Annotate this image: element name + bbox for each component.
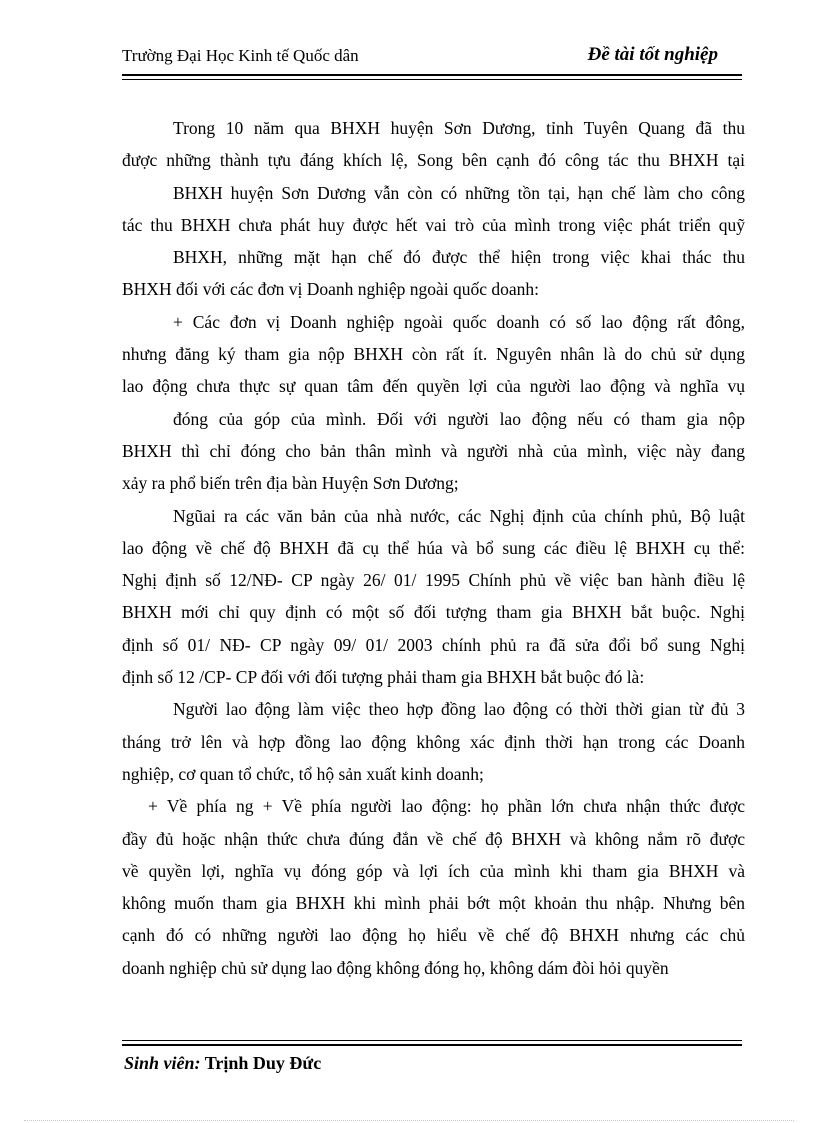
body-line: định số 12 /CP- CP đối với đối tượng phải tham gia BHXH bắt buộc đó là: bbox=[122, 667, 645, 688]
body-line: BHXH thì chỉ đóng cho bản thân mình và người nhà của mình, việc này đang bbox=[122, 440, 745, 461]
body-line: đầy đủ hoặc nhận thức chưa đúng đắn về chế độ BHXH và không nắm rõ được bbox=[122, 828, 745, 849]
header-rule-thick bbox=[122, 74, 742, 76]
body-line: xảy ra phổ biến trên địa bàn Huyện Sơn Dương; bbox=[122, 473, 459, 494]
body-line: Người lao động làm việc theo hợp đồng lao động có thời thời gian từ đủ 3 bbox=[173, 699, 745, 720]
body-line: đóng của góp của mình. Đối với người lao động nếu có tham gia nộp bbox=[173, 408, 745, 429]
body-line: lao động về chế độ BHXH đã cụ thể húa và bổ sung các điều lệ BHXH cụ thể: bbox=[122, 537, 745, 558]
body-line: định số 01/ NĐ- CP ngày 09/ 01/ 2003 chính phủ ra đã sửa đổi bổ sung Nghị bbox=[122, 634, 745, 655]
body-line: doanh nghiệp chủ sử dụng lao động không đóng họ, không dám đòi hỏi quyền bbox=[122, 957, 669, 978]
page-footer bbox=[124, 1053, 321, 1074]
body-line: Trong 10 năm qua BHXH huyện Sơn Dương, tỉnh Tuyên Quang đã thu bbox=[173, 118, 745, 138]
page-edge-divider bbox=[24, 1120, 794, 1121]
footer-rule-thick bbox=[122, 1044, 742, 1046]
body-line: + Về phía ng + Về phía người lao động: họ phần lớn chưa nhận thức được bbox=[148, 796, 745, 817]
header-thesis-title: Đề tài tốt nghiệp bbox=[587, 44, 718, 65]
page-header bbox=[122, 42, 718, 70]
footer-student-name: Trịnh Duy Đức bbox=[204, 1053, 322, 1073]
body-line: BHXH, những mặt hạn chế đó được thể hiện trong việc khai thác thu bbox=[173, 247, 745, 268]
header-school-name: Trường Đại Học Kinh tế Quốc dân bbox=[122, 46, 359, 65]
body-line: BHXH mới chỉ quy định có một số đối tượng tham gia BHXH bắt buộc. Nghị bbox=[122, 602, 745, 623]
body-line: nhưng đăng ký tham gia nộp BHXH còn rất ít. Nguyên nhân là do chủ sử dụng bbox=[122, 344, 745, 365]
body-line: Ngũai ra các văn bản của nhà nước, các Nghị định của chính phủ, Bộ luật bbox=[173, 505, 745, 526]
body-line: BHXH huyện Sơn Dương vẫn còn có những tồn tại, hạn chế làm cho công bbox=[173, 182, 745, 203]
document-body bbox=[122, 112, 745, 984]
body-line: nghiệp, cơ quan tổ chức, tổ hộ sản xuất kinh doanh; bbox=[122, 763, 484, 784]
footer-student-label: Sinh viên: bbox=[124, 1053, 201, 1073]
body-line: không muốn tham gia BHXH khi mình phải bớt một khoản thu nhập. Nhưng bên bbox=[122, 893, 745, 914]
body-line: tháng trở lên và hợp đồng lao động không xác định thời hạn trong các Doanh bbox=[122, 731, 745, 752]
body-line: về quyền lợi, nghĩa vụ đóng góp và lợi ích của mình khi tham gia BHXH và bbox=[122, 860, 745, 881]
body-line: Nghị định số 12/NĐ- CP ngày 26/ 01/ 1995 Chính phủ về việc ban hành điều lệ bbox=[122, 570, 745, 591]
body-line: tác thu BHXH chưa phát huy được hết vai trò của mình trong việc phát triển quỹ bbox=[122, 214, 745, 235]
header-rule-thin bbox=[122, 79, 742, 80]
body-line: được những thành tựu đáng khích lệ, Song bên cạnh đó công tác thu BHXH tại bbox=[122, 150, 745, 171]
body-line: lao động chưa thực sự quan tâm đến quyền lợi của người lao động và nghĩa vụ bbox=[122, 376, 745, 397]
footer-rule-thin bbox=[122, 1040, 742, 1041]
body-line: BHXH đối với các đơn vị Doanh nghiệp ngoài quốc doanh: bbox=[122, 279, 540, 300]
body-line: + Các đơn vị Doanh nghiệp ngoài quốc doanh có số lao động rất đông, bbox=[173, 311, 745, 332]
body-line: cạnh đó có những người lao động họ hiểu về chế độ BHXH nhưng các chủ bbox=[122, 925, 745, 946]
